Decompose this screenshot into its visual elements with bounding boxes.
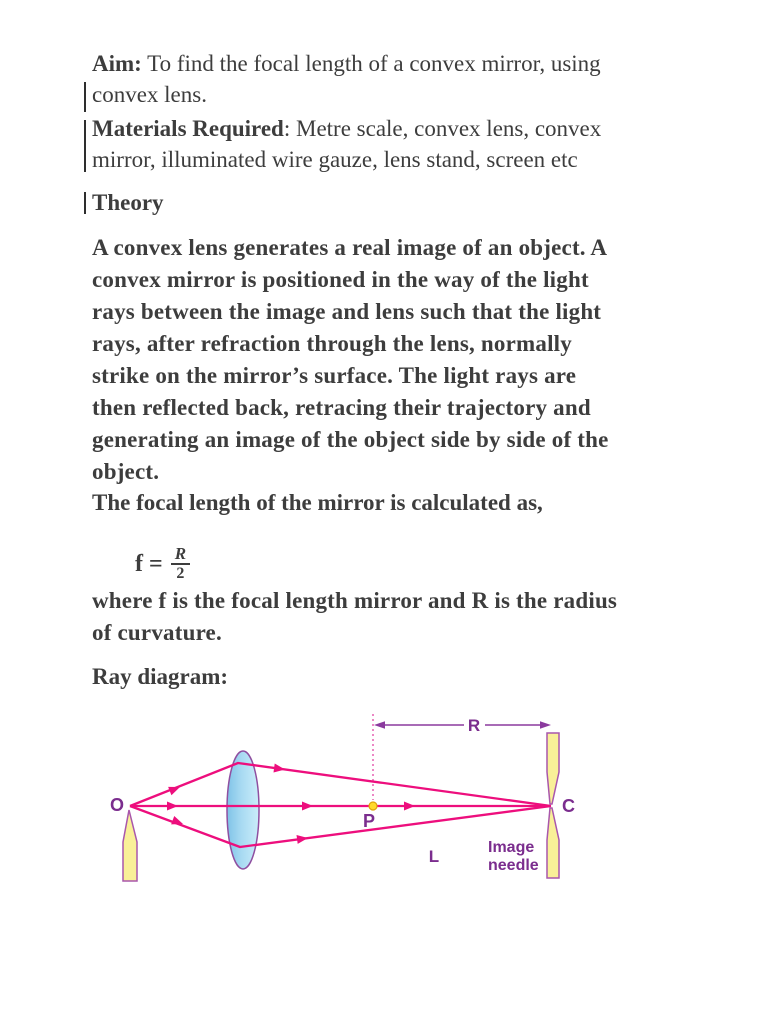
light-ray-upper [130,763,551,806]
where-sentence: where f is the focal length mirror and R is the radius of curvature. [92,588,618,645]
materials-text-line2: mirror, illuminated wire gauze, lens stand, screen etc [92,147,578,172]
change-bar-2 [84,120,86,172]
formula-numerator: R [171,545,190,565]
ray-arrowhead [404,802,415,811]
change-bar-1 [84,82,86,112]
object-needle [123,810,137,881]
object-point-label: O [109,795,125,815]
formula-fraction [171,545,190,583]
ray-arrowhead [302,802,313,811]
materials-text: : Metre scale, convex lens, convex [283,116,602,141]
ray-diagram-figure [85,700,685,900]
materials-label: Materials Required [92,116,284,141]
change-bar-3 [84,192,86,214]
image-needle-upper [547,733,559,804]
pole-dot [369,802,377,810]
focal-length-sentence: The focal length of the mirror is calculated as, [92,490,543,515]
image-needle-label-line2: needle [488,857,539,874]
formula-lhs: f [135,550,143,577]
aim-text: To find the focal length of a convex mirror, using [141,51,601,76]
center-label: C [562,796,575,816]
aim-text-line2: convex lens. [92,82,207,107]
theory-heading: Theory [92,190,164,215]
ray-arrowhead [167,802,178,811]
theory-paragraph: A convex lens generates a real image of an object. A convex mirror is positioned in the way of the light rays between the image and lens such that the light rays, after refraction through the lens, normally strike on the mirror’s surface. The light rays are then reflected back, retracing their trajectory and generating an image of the object side by side of the object. [92,235,609,484]
aim-paragraph [92,48,601,110]
lens-label: L [428,847,440,866]
aim-label: Aim: [92,51,142,76]
radius-arrow-left [374,721,385,729]
image-needle-lower [547,808,559,878]
formula-equals: = [149,550,163,577]
ray-diagram-heading: Ray diagram: [92,664,229,689]
radius-arrow-right [540,721,551,729]
formula [135,545,190,583]
convex-lens [227,751,259,869]
materials-paragraph [92,113,601,175]
formula-denominator: 2 [176,565,185,582]
pole-label: P [362,811,376,831]
ray-arrowhead [168,783,182,795]
radius-label: R [467,716,481,735]
image-needle-label-line1: Image [488,839,535,856]
